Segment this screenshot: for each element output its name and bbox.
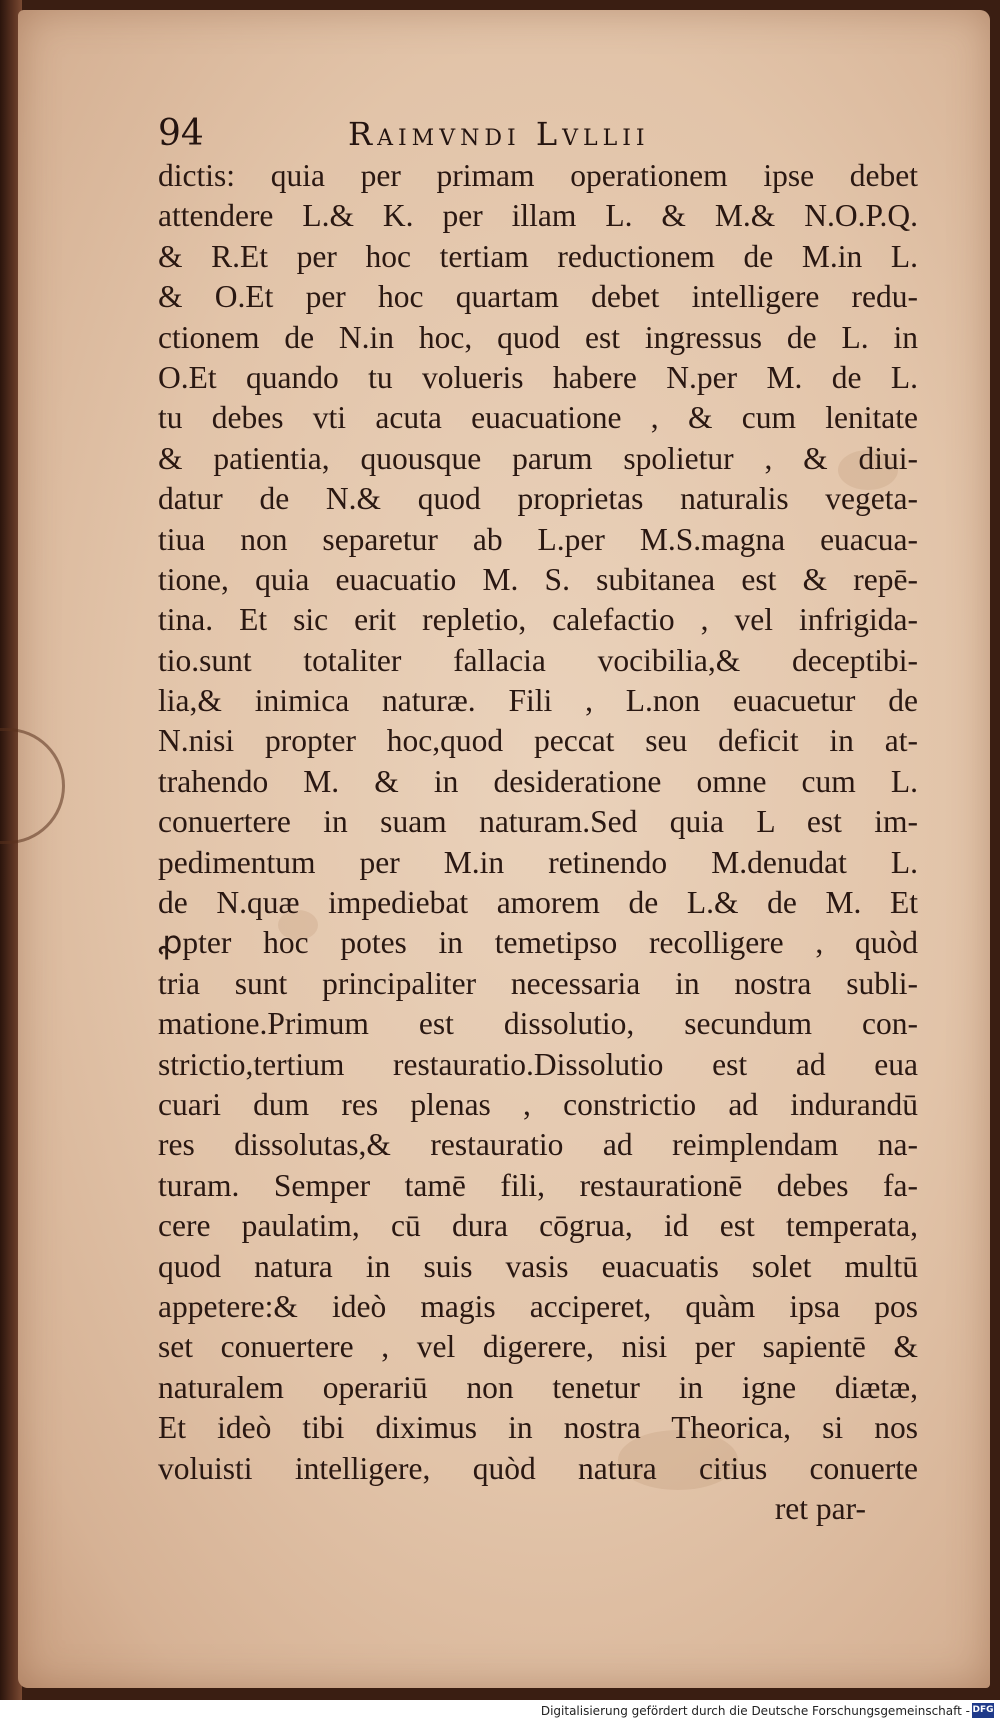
text-line: res dissolutas,& restauratio ad reimplendam na-: [158, 1127, 918, 1163]
digitization-footer: [0, 1700, 1000, 1722]
catchword-line: ret par-: [774, 1490, 866, 1526]
text-line: tione, quia euacuatio M. S. subitanea est & repē-: [158, 561, 918, 597]
text-line: trahendo M. & in desideratione omne cum L.: [158, 763, 918, 799]
text-line: conuertere in suam naturam.Sed quia L est im-: [158, 804, 918, 840]
text-line: appetere:& ideò magis acciperet, quàm ipsa pos: [158, 1288, 918, 1324]
text-line: & R.Et per hoc tertiam reductionem de M.in L.: [158, 238, 918, 274]
funding-credit: Digitalisierung gefördert durch die Deutsche Forschungsgemeinschaft -: [540, 1704, 970, 1718]
text-line: O.Et quando tu volueris habere N.per M. de L.: [158, 359, 918, 395]
text-line: dictis: quia per primam operationem ipse debet: [158, 158, 918, 193]
text-line: tio.sunt totaliter fallacia vocibilia,& deceptibi-: [158, 642, 918, 678]
text-line: turam. Semper tamē fili, restaurationē debes fa-: [158, 1167, 918, 1203]
text-line: Et ideò tibi diximus in nostra Theorica, si nos: [158, 1410, 918, 1446]
text-line: tria sunt principaliter necessaria in nostra subli-: [158, 965, 918, 1001]
text-line: quod natura in suis vasis euacuatis solet multū: [158, 1248, 918, 1284]
text-line: matione.Primum est dissolutio, secundum con-: [158, 1006, 918, 1042]
text-line: tina. Et sic erit repletio, calefactio , vel infrigida-: [158, 602, 918, 638]
running-head: Raimvndi Lvllii: [348, 115, 650, 153]
text-line: datur de N.& quod proprietas naturalis vegeta-: [158, 481, 918, 517]
text-line: set conuertere , vel digerere, nisi per sapientē &: [158, 1329, 918, 1365]
text-line: N.nisi propter hoc,quod peccat seu deficit in at-: [158, 723, 918, 759]
text-line: pedimentum per M.in retinendo M.denudat L.: [158, 844, 918, 880]
text-line: strictio,tertium restauratio.Dissolutio est ad eua: [158, 1046, 918, 1082]
page-number: 94: [158, 113, 204, 154]
dfg-logo: DFG: [972, 1703, 994, 1718]
text-line: & patientia, quousque parum spolietur , & diui-: [158, 440, 918, 476]
text-line: tiua non separetur ab L.per M.S.magna euacua-: [158, 521, 918, 557]
text-line: naturalem operariū non tenetur in igne diætæ,: [158, 1369, 918, 1405]
text-line: cere paulatim, cū dura cōgrua, id est temperata,: [158, 1208, 918, 1244]
text-line: ꝓpter hoc potes in temetipso recolligere , quòd: [158, 925, 918, 961]
body-text: [158, 156, 918, 1529]
text-line: tu debes vti acuta euacuatione , & cum lenitate: [158, 400, 918, 436]
text-line: & O.Et per hoc quartam debet intelligere redu-: [158, 279, 918, 315]
text-line: attendere L.& K. per illam L. & M.& N.O.P.Q.: [158, 198, 918, 234]
text-line: lia,& inimica naturæ. Fili , L.non euacuetur de: [158, 683, 918, 719]
text-line: voluisti intelligere, quòd natura citius conuerte: [158, 1450, 918, 1486]
text-line: de N.quæ impediebat amorem de L.& de M. Et: [158, 885, 918, 921]
text-line: ctionem de N.in hoc, quod est ingressus de L. in: [158, 319, 918, 355]
text-line: cuari dum res plenas , constrictio ad indurandū: [158, 1086, 918, 1122]
page-header: [158, 112, 858, 160]
